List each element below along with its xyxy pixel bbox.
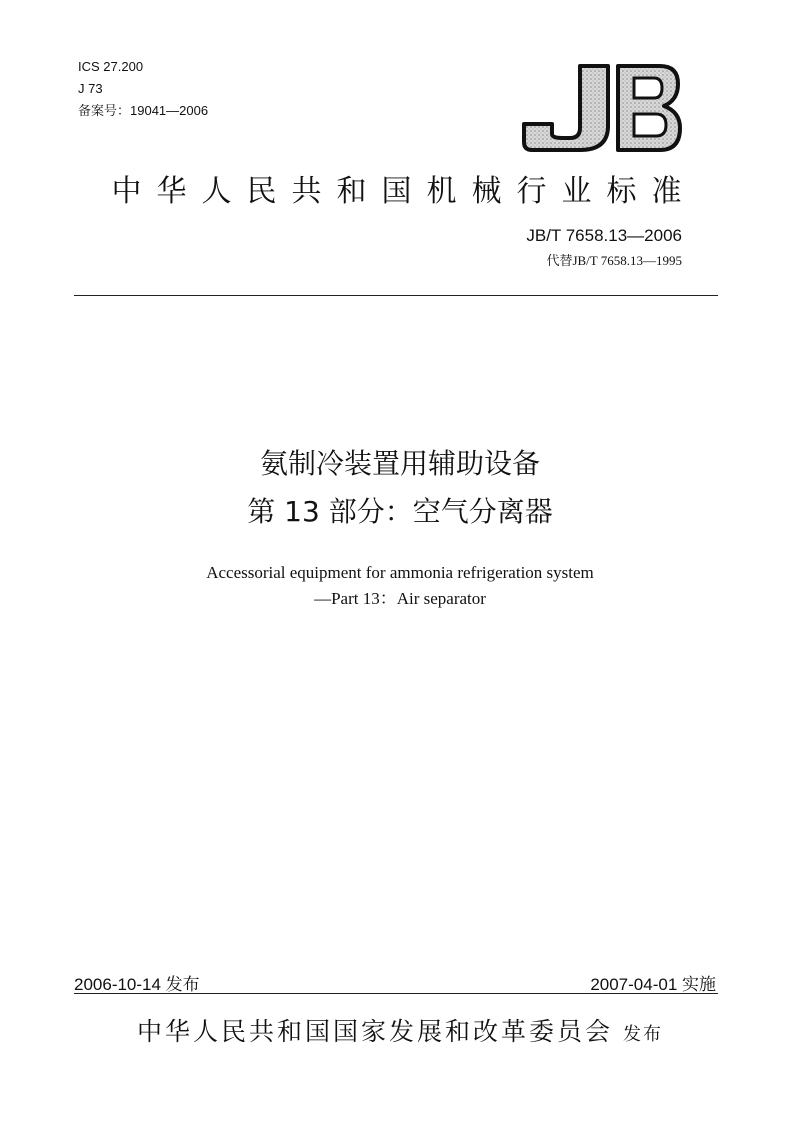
filing-number: 备案号：19041—2006 bbox=[78, 103, 209, 118]
issue-date: 2006-10-14 发布 bbox=[74, 975, 200, 994]
standard-code: JB/T 7658.13—2006 bbox=[526, 226, 682, 245]
implementation-date: 2007-04-01 实施 bbox=[590, 975, 716, 994]
issuer-name: 中华人民共和国国家发展和改革委员会 bbox=[136, 1017, 613, 1046]
standard-category-title: 中华人民共和国机械行业标准 bbox=[111, 174, 697, 209]
ics-code: ICS 27.200 bbox=[78, 59, 144, 74]
title-en-line1: Accessorial equipment for ammonia refrigeration system bbox=[206, 563, 594, 582]
title-en-line2: —Part 13：Air separator bbox=[314, 589, 486, 608]
bottom-divider bbox=[74, 993, 718, 994]
issuer-line bbox=[0, 1012, 800, 1048]
title-zh-line2: 第 13 部分：空气分离器 bbox=[247, 495, 553, 528]
jb-logo-icon bbox=[522, 62, 682, 154]
title-zh-line1: 氨制冷装置用辅助设备 bbox=[259, 447, 540, 480]
replaced-standard: 代替JB/T 7658.13—1995 bbox=[546, 253, 682, 268]
top-divider bbox=[74, 295, 718, 296]
document-meta bbox=[78, 56, 208, 122]
classification-code: J 73 bbox=[78, 81, 103, 96]
issuer-suffix: 发布 bbox=[623, 1024, 663, 1045]
